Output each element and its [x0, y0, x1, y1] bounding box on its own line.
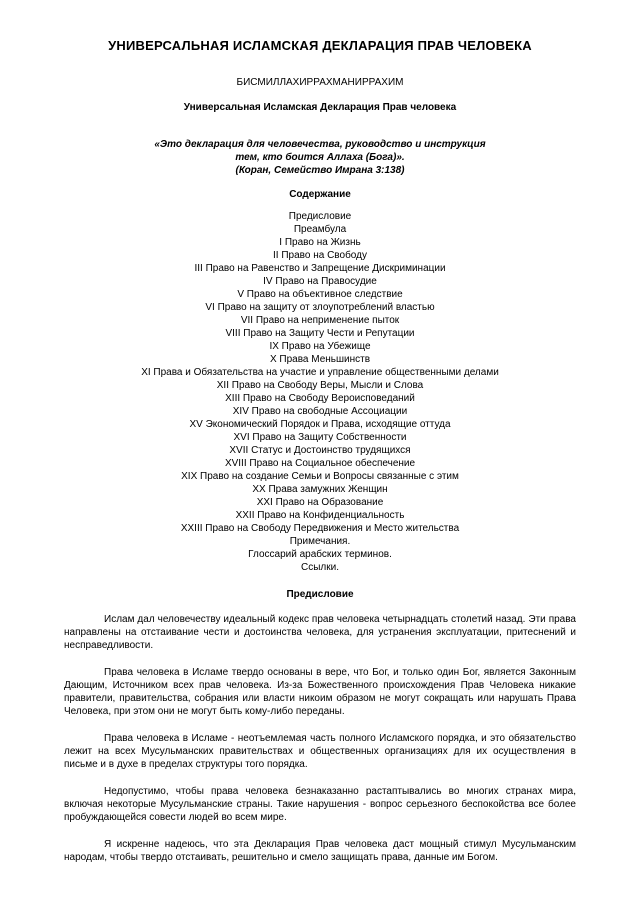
- toc-item: X Права Меньшинств: [269, 354, 371, 365]
- document-title: УНИВЕРСАЛЬНАЯ ИСЛАМСКАЯ ДЕКЛАРАЦИЯ ПРАВ ЧЕЛОВЕКА: [108, 38, 532, 53]
- toc-item: XXI Право на Образование: [256, 497, 384, 508]
- toc-item: XXIII Право на Свободу Передвижения и Место жительства: [180, 523, 460, 534]
- toc-item: I Право на Жизнь: [279, 237, 361, 248]
- table-of-contents: [64, 210, 576, 574]
- toc-item: XX Права замужних Женщин: [252, 484, 388, 495]
- toc-item: XIII Право на Свободу Вероисповеданий: [225, 393, 415, 404]
- preface-paragraph: Права человека в Исламе - неотъемлемая часть полного Исламского порядка, и это обязательство лежит на всех Мусульманских правительствах и общественных организациях для их осуществления в письме и в духе в пределах структуры того порядка.: [64, 733, 576, 770]
- toc-item: VII Право на неприменение пыток: [240, 315, 400, 326]
- toc-item: Ссылки.: [301, 562, 339, 573]
- preface-paragraph: Я искренне надеюсь, что эта Декларация Прав человека даст мощный стимул Мусульманским народам, чтобы твердо отстаивать, решительно и смело защищать права, данные им Богом.: [64, 839, 576, 863]
- toc-item: XVII Статус и Достоинство трудящихся: [229, 445, 411, 456]
- bismillah-line: БИСМИЛЛАХИРРАХМАНИРРАХИМ: [236, 77, 404, 88]
- toc-item: XI Права и Обязательства на участие и управление общественными делами: [141, 367, 499, 378]
- toc-item: XVIII Право на Социальное обеспечение: [224, 458, 416, 469]
- toc-item: XII Право на Свободу Веры, Мысли и Слова: [216, 380, 424, 391]
- toc-item: XXII Право на Конфиденциальность: [235, 510, 405, 521]
- toc-item: XIV Право на свободные Ассоциации: [232, 406, 408, 417]
- toc-item: VI Право на защиту от злоупотреблений властью: [205, 302, 435, 313]
- toc-item: XIX Право на создание Семьи и Вопросы связанные с этим: [181, 471, 459, 482]
- preface-paragraph: Права человека в Исламе твердо основаны в вере, что Бог, и только один Бог, является Законным Дающим, Источником всех прав человека. Из-за Божественного происхождения Прав Человека никакие правители, правительства, собрания или власти никоим образом не могут сокращать или нарушать Права Человека, при этом они не могут быть кому-либо переданы.: [64, 667, 576, 717]
- toc-item: Предисловие: [288, 211, 352, 222]
- toc-item: Глоссарий арабских терминов.: [248, 549, 392, 560]
- toc-item: IV Право на Правосудие: [263, 276, 377, 287]
- epigraph-source: (Коран, Семейство Имрана 3:138): [235, 165, 405, 176]
- preface-paragraph: Ислам дал человечеству идеальный кодекс прав человека четырнадцать столетий назад. Эти права направлены на отстаивание чести и достоинства человека, для устранения эксплуатации, притеснений и несправедливости.: [64, 614, 576, 651]
- epigraph: [64, 138, 576, 177]
- toc-item: XVI Право на Защиту Собственности: [233, 432, 407, 443]
- toc-item: VIII Право на Защиту Чести и Репутации: [225, 328, 415, 339]
- contents-heading: Содержание: [289, 189, 351, 200]
- toc-item: II Право на Свободу: [273, 250, 367, 261]
- epigraph-line-1: «Это декларация для человечества, руководство и инструкция: [154, 139, 486, 150]
- epigraph-line-2: тем, кто боится Аллаха (Бога)».: [235, 152, 405, 163]
- toc-item: XV Экономический Порядок и Права, исходящие оттуда: [189, 419, 451, 430]
- toc-item: IX Право на Убежище: [269, 341, 371, 352]
- document-subtitle: Универсальная Исламская Декларация Прав человека: [183, 102, 457, 113]
- toc-item: Преамбула: [293, 224, 347, 235]
- preface-heading: Предисловие: [286, 589, 354, 600]
- preface-paragraph: Недопустимо, чтобы права человека безнаказанно растаптывались во многих странах мира, включая некоторые Мусульманские страны. Такие нарушения - вопрос серьезного беспокойства все более пробуждающейся совести людей во всем мире.: [64, 786, 576, 823]
- toc-item: Примечания.: [289, 536, 351, 547]
- toc-item: III Право на Равенство и Запрещение Дискриминации: [194, 263, 446, 274]
- toc-item: V Право на объективное следствие: [237, 289, 403, 300]
